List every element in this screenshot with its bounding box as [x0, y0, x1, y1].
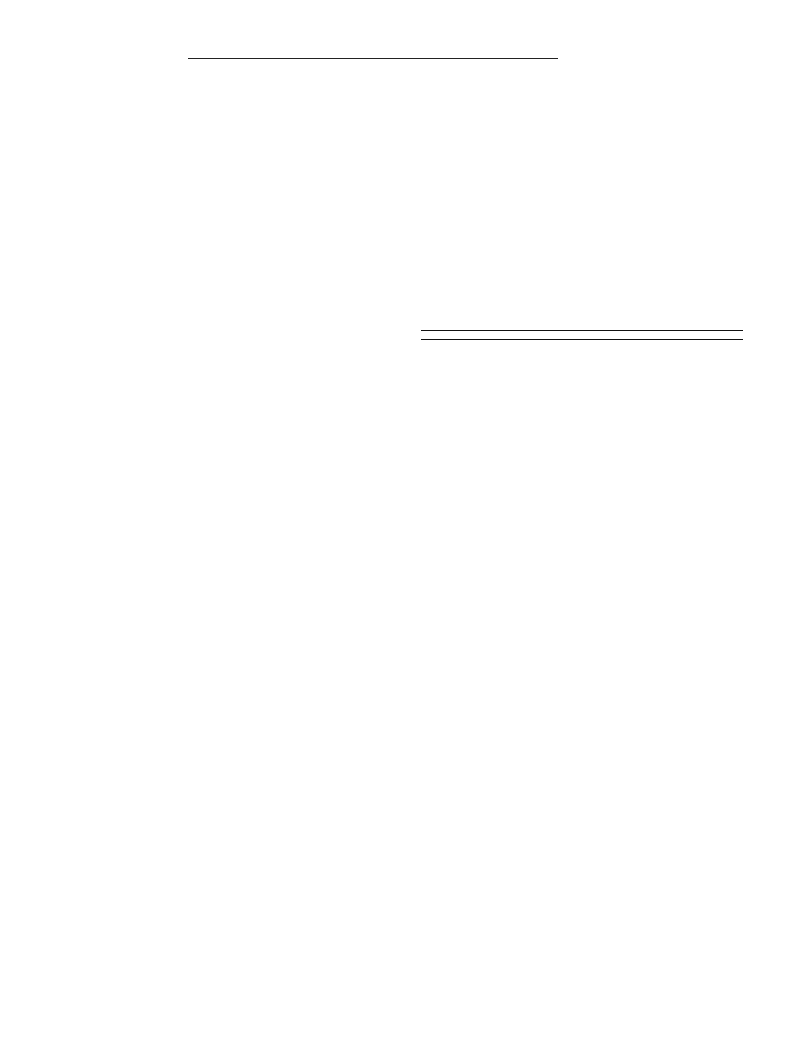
figure2-chart [421, 84, 749, 310]
col-compound [455, 336, 483, 340]
table-header-row-2 [421, 336, 743, 340]
col-time-unit [483, 336, 513, 340]
figure1b-chart [59, 324, 399, 546]
page-header [59, 38, 747, 62]
col-product-2 [575, 336, 627, 340]
col-entry [421, 336, 455, 340]
col-ru-p [627, 336, 693, 340]
right-column [421, 80, 749, 353]
figure1a-chart [59, 92, 399, 322]
header-rule [188, 58, 558, 59]
left-column [59, 80, 399, 559]
col-bpy [693, 336, 743, 340]
col-conv-unit [513, 336, 575, 340]
table1 [421, 330, 743, 340]
